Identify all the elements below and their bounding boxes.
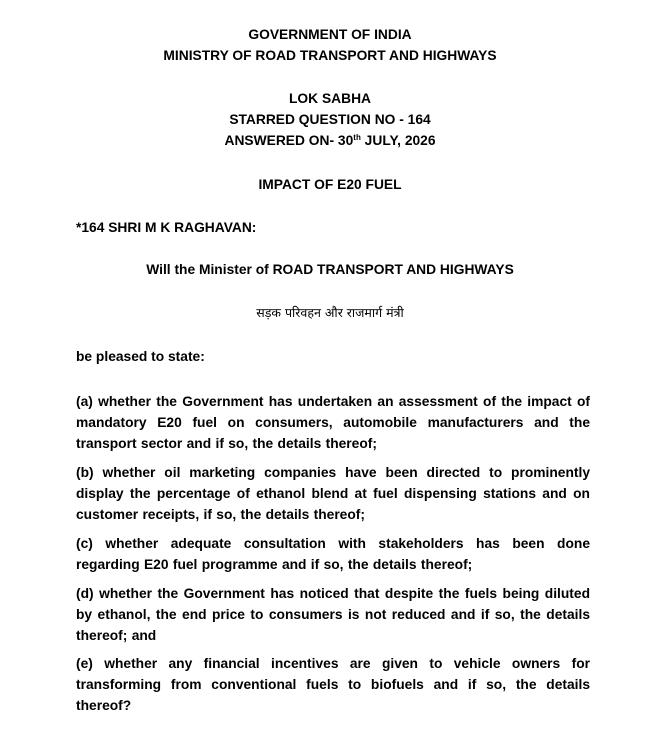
addressed-to-hindi: सड़क परिवहन और राजमार्ग मंत्री xyxy=(256,305,404,320)
answered-date-suffix: JULY, 2026 xyxy=(360,133,436,148)
question-number: STARRED QUESTION NO - 164 xyxy=(229,112,431,127)
lead-in-text: be pleased to state: xyxy=(76,349,205,364)
government-heading: GOVERNMENT OF INDIA xyxy=(248,27,412,42)
question-part-c: (c) whether adequate consultation with stakeholders has been done regarding E20 fuel programme and if so, the details thereof; xyxy=(76,536,590,572)
house-heading: LOK SABHA xyxy=(288,91,371,106)
answered-date-prefix: ANSWERED ON- 30 xyxy=(224,133,354,148)
question-part-d: (d) whether the Government has noticed that despite the fuels being diluted by ethanol, the end price to consumers is not reduced and if so, the details thereof; and xyxy=(76,586,590,643)
ministry-heading: MINISTRY OF ROAD TRANSPORT AND HIGHWAYS xyxy=(163,48,497,63)
answered-date-ordinal: th xyxy=(353,133,361,142)
question-part-e: (e) whether any financial incentives are given to vehicle owners for transforming from conventional fuels to biofuels and if so, the details thereof? xyxy=(76,656,590,713)
addressed-to-line: Will the Minister of ROAD TRANSPORT AND HIGHWAYS xyxy=(146,262,514,277)
question-part-b: (b) whether oil marketing companies have been directed to prominently display the percentage of ethanol blend at fuel dispensing stations and on customer receipts, if so, the details thereof; xyxy=(76,465,590,522)
asker-line: *164 SHRI M K RAGHAVAN: xyxy=(76,220,257,235)
question-part-a: (a) whether the Government has undertaken an assessment of the impact of mandatory E20 fuel on consumers, automobile manufacturers and the transport sector and if so, the details thereof; xyxy=(76,394,590,451)
answered-date xyxy=(0,130,660,151)
subject-title: IMPACT OF E20 FUEL xyxy=(258,177,402,192)
